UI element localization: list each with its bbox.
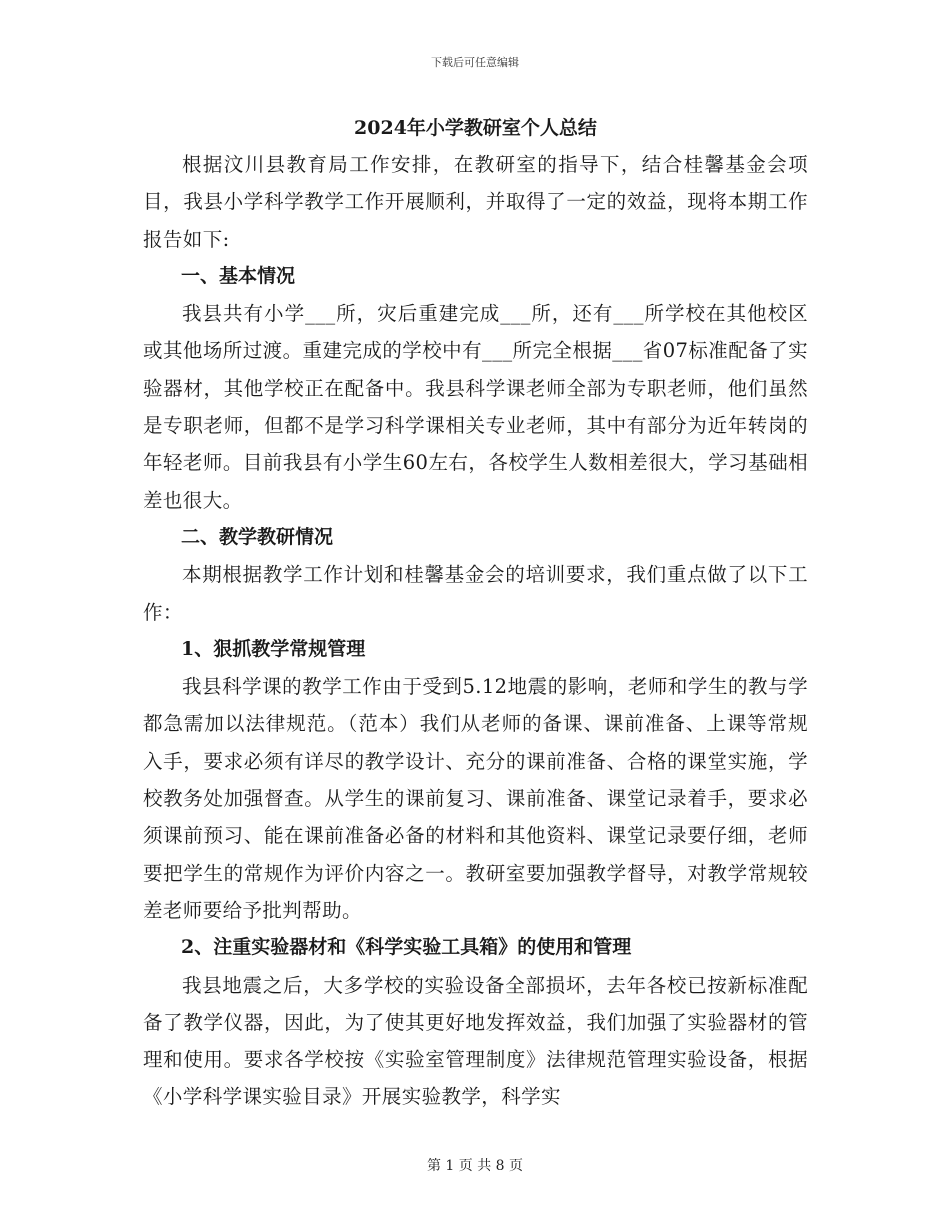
page-indicator: 第 1 页 共 8 页: [426, 1158, 524, 1174]
section-heading-teaching-research: 二、教学教研情况: [181, 525, 334, 548]
section-teaching-research-body: 本期根据教学工作计划和桂馨基金会的培训要求，我们重点做了以下工作：: [143, 563, 808, 624]
intro-paragraph: 根据汶川县教育局工作安排，在教研室的指导下，结合桂馨基金会项目，我县小学科学教学工作开展顺利，并取得了一定的效益，现将本期工作报告如下:: [143, 153, 808, 251]
document-body: [143, 110, 808, 1116]
section-heading-basic-situation: 一、基本情况: [181, 264, 296, 287]
section-basic-situation-body: 我县共有小学___所，灾后重建完成___所，还有___所学校在其他校区或其他场所过渡。重建完成的学校中有___所完全根据___省07标准配备了实验器材，其他学校正在配备中。我县科学课老师全部为专职老师，他们虽然是专职老师，但都不是学习科学课相关专业老师，其中有部分为近年转岗的年轻老师。目前我县有小学生60左右，各校学生人数相差很大，学习基础相差也很大。: [143, 302, 808, 512]
subsection-heading-routine-management: 1、狠抓教学常规管理: [181, 637, 366, 660]
subsection-equipment-management-body: 我县地震之后，大多学校的实验设备全部损坏，去年各校已按新标准配备了教学仪器，因此，为了使其更好地发挥效益，我们加强了实验器材的管理和使用。要求各学校按《实验室管理制度》法律规范管理实验设备，根据《小学科学课实验目录》开展实验教学，科学实: [143, 973, 808, 1109]
header-note: 下载后可任意编辑: [431, 56, 519, 69]
subsection-heading-equipment-management: 2、注重实验器材和《科学实验工具箱》的使用和管理: [181, 936, 632, 959]
subsection-routine-management-body: 我县科学课的教学工作由于受到5.12地震的影响，老师和学生的教与学都急需加以法律规范。（范本）我们从老师的备课、课前准备、上课等常规入手，要求必须有详尽的教学设计、充分的课前准备、合格的课堂实施，学校教务处加强督查。从学生的课前复习、课前准备、课堂记录着手，要求必须课前预习、能在课前准备必备的材料和其他资料、课堂记录要仔细，老师要把学生的常规作为评价内容之一。教研室要加强教学督导，对教学常规较差老师要给予批判帮助。: [143, 675, 808, 922]
document-title: 2024年小学教研室个人总结: [354, 117, 597, 139]
